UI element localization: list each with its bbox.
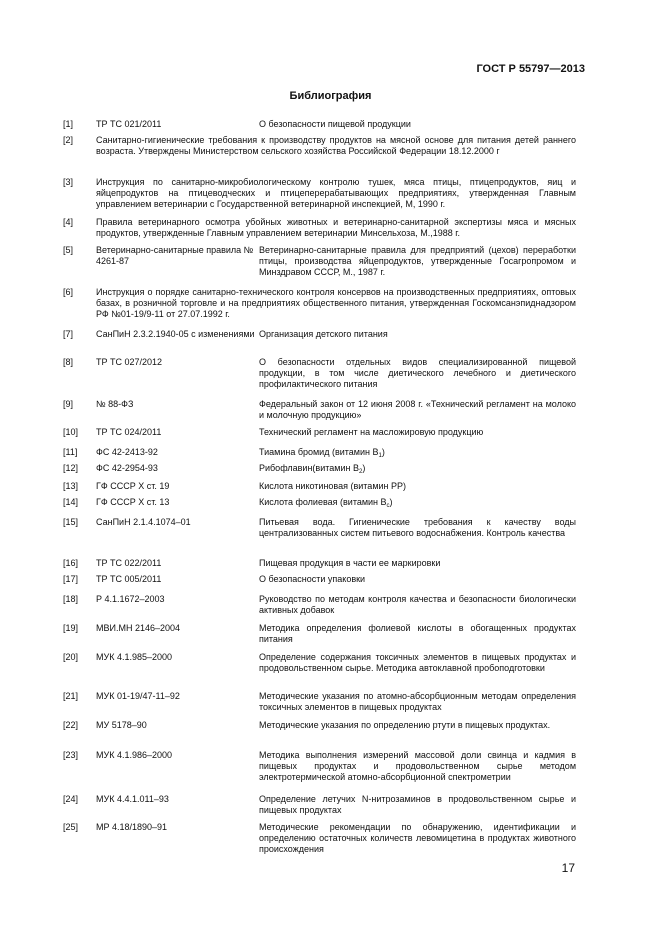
entry-document-title: Методика выполнения измерений массовой доли свинца и кадмия в пищевых продуктах и продовольственном сырье методом электротермической атомно-абсорбционной спектрометрии bbox=[259, 750, 576, 782]
entry-number: [9] bbox=[63, 399, 74, 409]
entry-document-title: Методика определения фолиевой кислоты в обогащенных продуктах питания bbox=[259, 623, 576, 644]
entry-number: [18] bbox=[63, 594, 79, 604]
entry-number: [16] bbox=[63, 558, 79, 568]
entry-document-code: МУК 01-19/47-11–92 bbox=[96, 691, 180, 701]
entry-number: [19] bbox=[63, 623, 79, 633]
entry-document-code: МУК 4.1.986–2000 bbox=[96, 750, 173, 760]
entry-document-code: ФС 42-2413-92 bbox=[96, 447, 158, 457]
entry-document-code: № 88-ФЗ bbox=[96, 399, 134, 409]
entry-text: Инструкция о порядке санитарно-технического контроля консервов на производственных предприятиях, оптовых базах, в розничной торговле и на предприятиях общественного питания, утвержденная Госкомсанэпиднадзором РФ №01-19/9-11 от 27.07.1992 г. bbox=[96, 287, 576, 319]
entry-number: [10] bbox=[63, 427, 79, 437]
entry-document-code: ФС 42-2954-93 bbox=[96, 463, 158, 473]
entry-document-title: Определение летучих N-нитрозаминов в продовольственном сырье и пищевых продуктах bbox=[259, 794, 576, 815]
entry-number: [13] bbox=[63, 481, 79, 491]
entry-document-title: О безопасности отдельных видов специализированной пищевой продукции, в том числе диетического лечебного и диетического профилактического питания bbox=[259, 357, 576, 389]
entry-document-code: ТР ТС 024/2011 bbox=[96, 427, 162, 437]
entry-document-title: О безопасности пищевой продукции bbox=[259, 119, 411, 129]
entry-document-code: СанПиН 2.1.4.1074–01 bbox=[96, 517, 191, 527]
entry-number: [8] bbox=[63, 357, 74, 367]
entry-number: [4] bbox=[63, 217, 74, 227]
standard-number: ГОСТ Р 55797—2013 bbox=[476, 63, 585, 75]
entry-document-title: Руководство по методам контроля качества и безопасности биологически активных добавок bbox=[259, 594, 576, 615]
entry-text: Правила ветеринарного осмотра убойных животных и ветеринарно-санитарной экспертизы мяса и мясных продуктов, утвержденные Главным управлением ветеринарии Минсельхоза, М.,1988 г. bbox=[96, 217, 576, 238]
entry-document-code: ТР ТС 005/2011 bbox=[96, 574, 162, 584]
entry-text: Инструкция по санитарно-микробиологическому контролю тушек, мяса птицы, птицепродуктов, яиц и яйцепродуктов на птицеводческих и птицеперерабатывающих предприятиях, утвержденная Главным управлением ветеринарии с Государственной ветеринарной инспекцией, М, 1990 г. bbox=[96, 177, 576, 209]
entry-number: [20] bbox=[63, 652, 79, 662]
page-number: 17 bbox=[561, 861, 575, 875]
entry-document-code: МВИ.МН 2146–2004 bbox=[96, 623, 181, 633]
entry-number: [5] bbox=[63, 245, 74, 255]
entry-document-code: МУК 4.1.985–2000 bbox=[96, 652, 173, 662]
entry-document-title: Федеральный закон от 12 июня 2008 г. «Технический регламент на молоко и молочную продукцию» bbox=[259, 399, 576, 420]
entry-number: [15] bbox=[63, 517, 79, 527]
entry-number: [23] bbox=[63, 750, 79, 760]
entry-document-title: Методические указания по атомно-абсорбционным методам определения токсичных элементов в пищевых продуктах bbox=[259, 691, 576, 712]
entry-document-code: ГФ СССР X ст. 19 bbox=[96, 481, 170, 491]
entry-document-title: Пищевая продукция в части ее маркировки bbox=[259, 558, 441, 568]
entry-document-title: Тиамина бромид (витамин $B_1$) bbox=[259, 447, 385, 459]
entry-number: [17] bbox=[63, 574, 79, 584]
subscript: 1 bbox=[378, 453, 382, 459]
entry-number: [22] bbox=[63, 720, 79, 730]
entry-number: [3] bbox=[63, 177, 74, 187]
entry-document-title: Рибофлавин(витамин $B_2$) bbox=[259, 463, 366, 475]
entry-document-code: СанПиН 2.3.2.1940-05 с изменениями bbox=[96, 329, 255, 339]
entry-document-title: Питьевая вода. Гигиенические требования к качеству воды централизованных систем питьевого водоснабжения. Контроль качества bbox=[259, 517, 576, 538]
entry-document-title: Кислота никотиновая (витамин PP) bbox=[259, 481, 407, 491]
entry-document-title: Технический регламент на масложировую продукцию bbox=[259, 427, 484, 437]
entry-number: [14] bbox=[63, 497, 79, 507]
entry-number: [2] bbox=[63, 135, 74, 145]
entry-document-code: ТР ТС 022/2011 bbox=[96, 558, 162, 568]
entry-document-code: ТР ТС 021/2011 bbox=[96, 119, 162, 129]
entry-number: [24] bbox=[63, 794, 79, 804]
subscript: c bbox=[386, 503, 390, 509]
subscript: 2 bbox=[358, 469, 363, 475]
entry-number: [11] bbox=[63, 447, 78, 457]
entry-document-title: Ветеринарно-санитарные правила для предприятий (цехов) переработки птицы, производства яйцепродуктов, утвержденные Госагропромом и Минздравом СССР, М., 1987 г. bbox=[259, 245, 576, 277]
entry-document-code: МУ 5178–90 bbox=[96, 720, 147, 730]
entry-number: [7] bbox=[63, 329, 74, 339]
entry-document-code: Р 4.1.1672–2003 bbox=[96, 594, 165, 604]
entry-document-code: ТР ТС 027/2012 bbox=[96, 357, 163, 367]
entry-number: [6] bbox=[63, 287, 74, 297]
entry-document-title: Кислота фолиевая (витамин $B_c$) bbox=[259, 497, 393, 509]
entry-number: [1] bbox=[63, 119, 74, 129]
entry-document-code: ГФ СССР X ст. 13 bbox=[96, 497, 170, 507]
entry-document-title: Организация детского питания bbox=[259, 329, 388, 339]
page-title: Библиография bbox=[289, 90, 372, 102]
entry-document-code: МР 4.18/1890–91 bbox=[96, 822, 168, 832]
entry-document-code: МУК 4.4.1.011–93 bbox=[96, 794, 169, 804]
entry-document-title: Методические рекомендации по обнаружению, идентификации и определению остаточных количеств левомицетина в продуктах животного происхождения bbox=[259, 822, 576, 854]
entry-document-title: Определение содержания токсичных элементов в пищевых продуктах и продовольственном сырье. Методика автоклавной пробоподготовки bbox=[259, 652, 576, 673]
entry-text: Санитарно-гигиенические требования к производству продуктов на мясной основе для питания детей раннего возраста. Утверждены Министерством сельского хозяйства Российской Федерации 18.12.2000 г bbox=[96, 135, 576, 156]
entry-number: [25] bbox=[63, 822, 79, 832]
entry-document-title: О безопасности упаковки bbox=[259, 574, 366, 584]
entry-document-title: Методические указания по определению ртути в пищевых продуктах. bbox=[259, 720, 551, 730]
entry-document-code: Ветеринарно-санитарные правила № 4261-87 bbox=[96, 245, 254, 266]
entry-number: [21] bbox=[63, 691, 79, 701]
entry-number: [12] bbox=[63, 463, 79, 473]
